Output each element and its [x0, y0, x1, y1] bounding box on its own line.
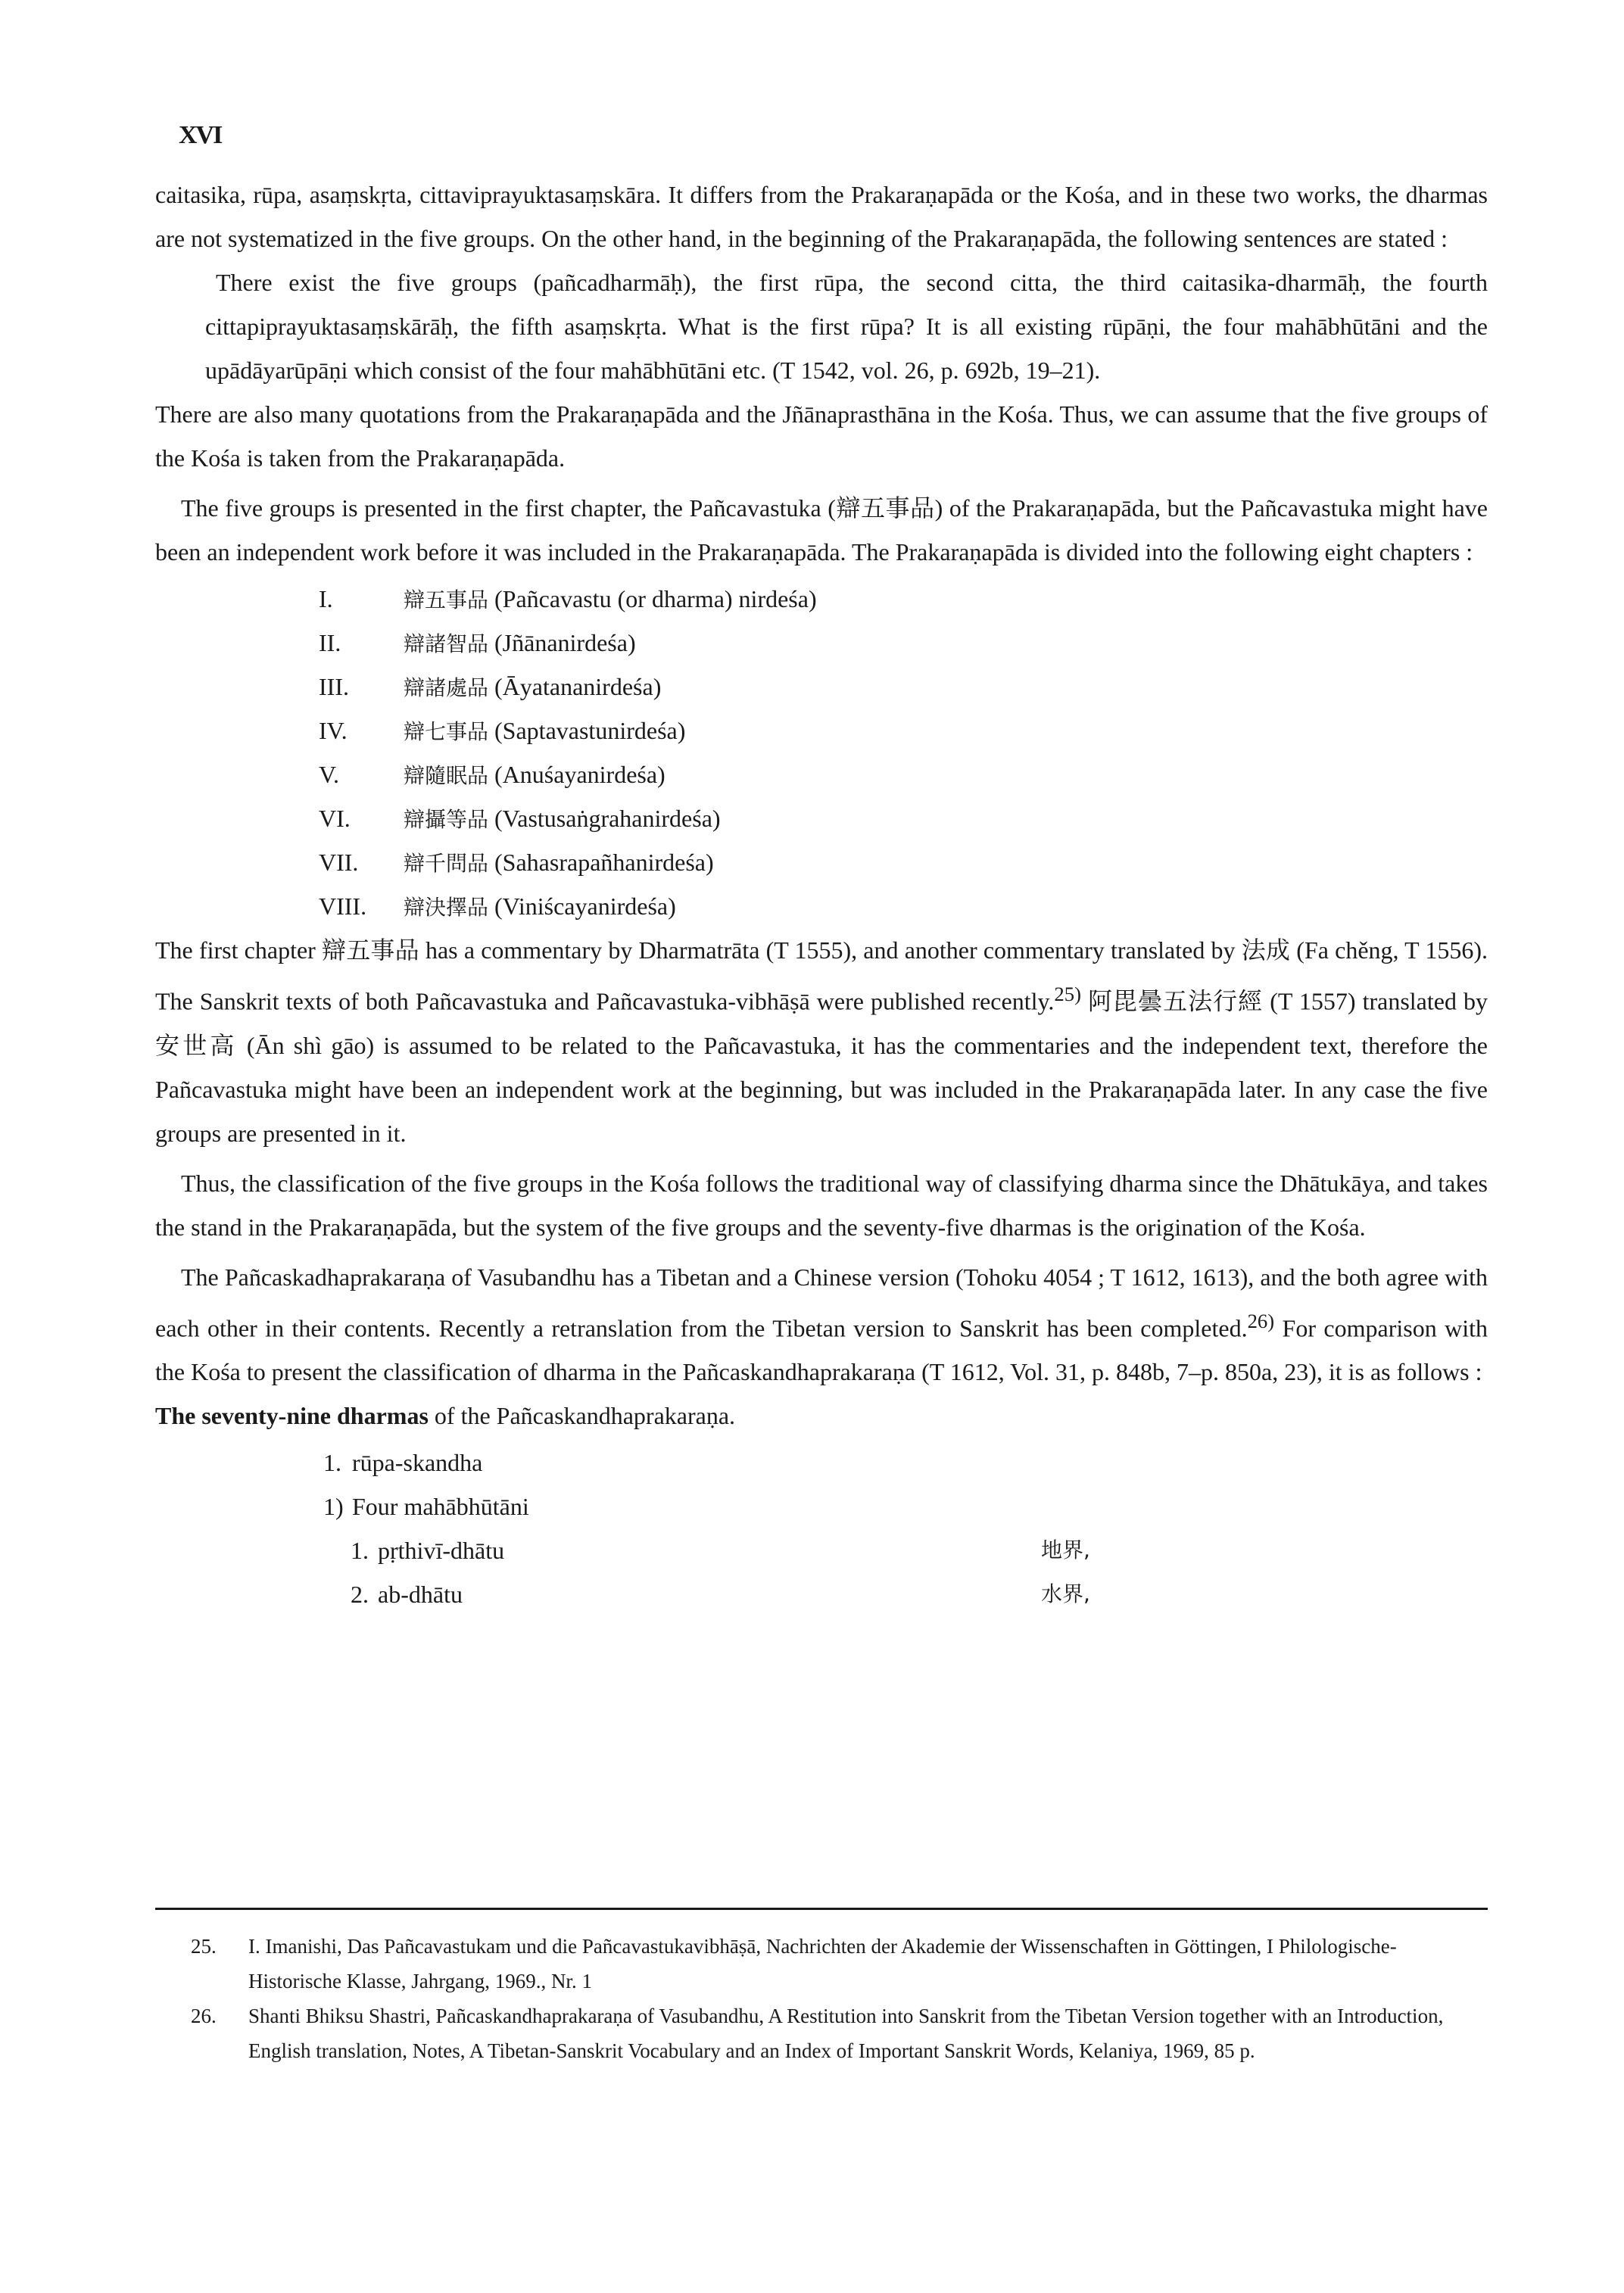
block-quote: There exist the five groups (pañcadharmāḥ), the first rūpa, the second citta, the third caitasika-dharmāḥ, the fourth cittapiprayuktasaṃskārāḥ, the fifth asaṃskṛta. What is the first rūpa? It is all existing rūpāṇi, the four mahābhūtāni and the upādāyarūpāṇi which consist of the four mahābhūtāni etc. (T 1542, vol. 26, p. 692b, 19–21). — [205, 269, 1488, 384]
chapter-number: IV. — [319, 717, 348, 744]
footnote-26 — [191, 1999, 1489, 2068]
paragraph-4-text: The first chapter 辯五事品 has a commentary by Dharmatrāta (T 1555), and another commentary translated by 法成 (Fa chěng, T 1556). The Sanskrit texts of both Pañcavastuka and Pañcavastuka-vibhāṣā were published recently. — [155, 936, 1488, 1015]
chapter-sanskrit-title: (Āyatananirdeśa) — [494, 673, 662, 700]
dharma-chinese: 地界, — [1041, 1537, 1090, 1563]
chapter-sanskrit-title: (Viniścayanirdeśa) — [494, 893, 676, 920]
chapter-chinese-title: 辯攝等品 — [404, 807, 489, 832]
chapter-sanskrit-title: (Vastusaṅgrahanirdeśa) — [494, 805, 721, 832]
dharma-item — [351, 1572, 1488, 1616]
paragraph-2: There are also many quotations from the Prakaraṇapāda and the Jñānaprasthāna in the Kośa. Thus, we can assume that the five groups of the Kośa is taken from the Prakaraṇapāda. — [155, 400, 1488, 472]
chapter-list — [155, 577, 1488, 928]
chapter-chinese-title: 辯千問品 — [404, 851, 489, 876]
group-number: 1) — [323, 1493, 344, 1521]
paragraph-4 — [155, 928, 1488, 1155]
chapter-number: II. — [319, 629, 341, 656]
footnotes — [191, 1929, 1489, 2068]
chapter-chinese-title: 辯隨眠品 — [404, 763, 489, 788]
chapter-number: VI. — [319, 805, 351, 832]
dharma-term: ab-dhātu — [378, 1581, 463, 1609]
chapter-number: V. — [319, 761, 339, 788]
paragraph-6 — [155, 1255, 1488, 1394]
chapter-chinese-title: 辯七事品 — [404, 719, 489, 744]
paragraph-6-text: The Pañcaskadhaprakaraṇa of Vasubandhu has a Tibetan and a Chinese version (Tohoku 4054 ; T 1612, 1613), and the both agree with each other in their contents. Recently a retranslation from the Tibetan version to Sanskrit has been completed. — [155, 1263, 1488, 1342]
chapter-sanskrit-title: (Jñānanirdeśa) — [494, 629, 636, 656]
chapter-item — [319, 665, 1488, 709]
footnote-text: Shanti Bhiksu Shastri, Pañcaskandhaprakaraṇa of Vasubandhu, A Restitution into Sanskrit from the Tibetan Version together with an Introduction, English translation, Notes, A Tibetan-Sanskrit Vocabulary and an Index of Important Sanskrit Words, Kelaniya, 1969, 85 p. — [248, 2005, 1444, 2062]
dharma-term: pṛthivī-dhātu — [378, 1537, 505, 1565]
chapter-sanskrit-title: (Saptavastunirdeśa) — [494, 717, 686, 744]
chapter-item — [319, 796, 1488, 840]
chapter-item — [319, 577, 1488, 621]
paragraph-1: caitasika, rūpa, asaṃskṛta, cittaviprayuktasaṃskāra. It differs from the Prakaraṇapāda or the Kośa, and in these two works, the dharmas are not systematized in the five groups. On the other hand, in the beginning of the Prakaraṇapāda, the following sentences are stated : — [155, 181, 1488, 252]
chapter-chinese-title: 辯五事品 — [404, 587, 489, 612]
paragraph-7 — [155, 1394, 1488, 1438]
footnote-number: 26. — [191, 2005, 217, 2027]
footnote-ref-26[interactable]: 26) — [1247, 1309, 1275, 1332]
body-text — [155, 173, 1488, 1616]
group-item — [323, 1485, 1488, 1528]
paragraph-5: Thus, the classification of the five groups in the Kośa follows the traditional way of classifying dharma since the Dhātukāya, and takes the stand in the Prakaraṇapāda, but the system of the five groups and the seventy-five dharmas is the origination of the Kośa. — [155, 1169, 1488, 1241]
dharma-item — [351, 1528, 1488, 1572]
chapter-chinese-title: 辯決擇品 — [404, 895, 489, 920]
dharma-chinese: 水界, — [1041, 1581, 1090, 1607]
paragraph-3: The five groups is presented in the first chapter, the Pañcavastuka (辯五事品) of the Prakaraṇapāda, but the Pañcavastuka might have been an independent work before it was included in the Prakaraṇapāda. The Prakaraṇapāda is divided into the following eight chapters : — [155, 494, 1488, 565]
footnote-number: 25. — [191, 1935, 217, 1958]
chapter-sanskrit-title: (Anuśayanirdeśa) — [494, 761, 665, 788]
page-number: XVI — [179, 121, 222, 149]
footnote-text: I. Imanishi, Das Pañcavastukam und die Pañcavastukavibhāṣā, Nachrichten der Akademie der Wissenschaften in Göttingen, I Philologische-Historische Klasse, Jahrgang, 1969., Nr. 1 — [248, 1935, 1397, 1992]
dharma-number: 1. — [351, 1537, 369, 1565]
group-name: Four mahābhūtāni — [352, 1493, 529, 1521]
chapter-number: III. — [319, 673, 349, 700]
chapter-sanskrit-title: (Pañcavastu (or dharma) nirdeśa) — [494, 585, 817, 612]
chapter-number: I. — [319, 585, 333, 612]
paragraph-7-text: of the Pañcaskandhaprakaraṇa. — [428, 1402, 736, 1430]
bold-heading: The seventy-nine dharmas — [155, 1402, 429, 1430]
chapter-item — [319, 621, 1488, 665]
chapter-sanskrit-title: (Sahasrapañhanirdeśa) — [494, 849, 714, 876]
skandha-number: 1. — [323, 1449, 341, 1477]
chapter-item — [319, 709, 1488, 752]
footnote-ref-25[interactable]: 25) — [1054, 983, 1081, 1005]
dharma-list — [155, 1441, 1488, 1616]
skandha-name: rūpa-skandha — [352, 1449, 483, 1477]
footnote-divider — [155, 1908, 1488, 1910]
footnote-25 — [191, 1929, 1489, 1999]
chapter-item — [319, 840, 1488, 884]
dharma-number: 2. — [351, 1581, 369, 1609]
chapter-number: VIII. — [319, 893, 367, 920]
chapter-item — [319, 752, 1488, 796]
skandha-item — [323, 1441, 1488, 1485]
chapter-item — [319, 884, 1488, 928]
paragraph-4-continuation: 阿毘曇五法行經 (T 1557) translated by 安世高 (Ān shì gāo) is assumed to be related to the Pañcavastuka, it has the commentaries and the independent text, therefore the Pañcavastuka might have been an independent work at the beginning, but was included in the Prakaraṇapāda later. In any case the five groups are presented in it. — [155, 987, 1488, 1147]
paragraph-6-continuation: For comparison with the Kośa to present the classification of dharma in the Pañcaskandhaprakaraṇa (T 1612, Vol. 31, p. 848b, 7–p. 850a, 23), it is as follows : — [155, 1314, 1488, 1386]
chapter-chinese-title: 辯諸智品 — [404, 631, 489, 656]
chapter-number: VII. — [319, 849, 359, 876]
chapter-chinese-title: 辯諸處品 — [404, 675, 489, 700]
